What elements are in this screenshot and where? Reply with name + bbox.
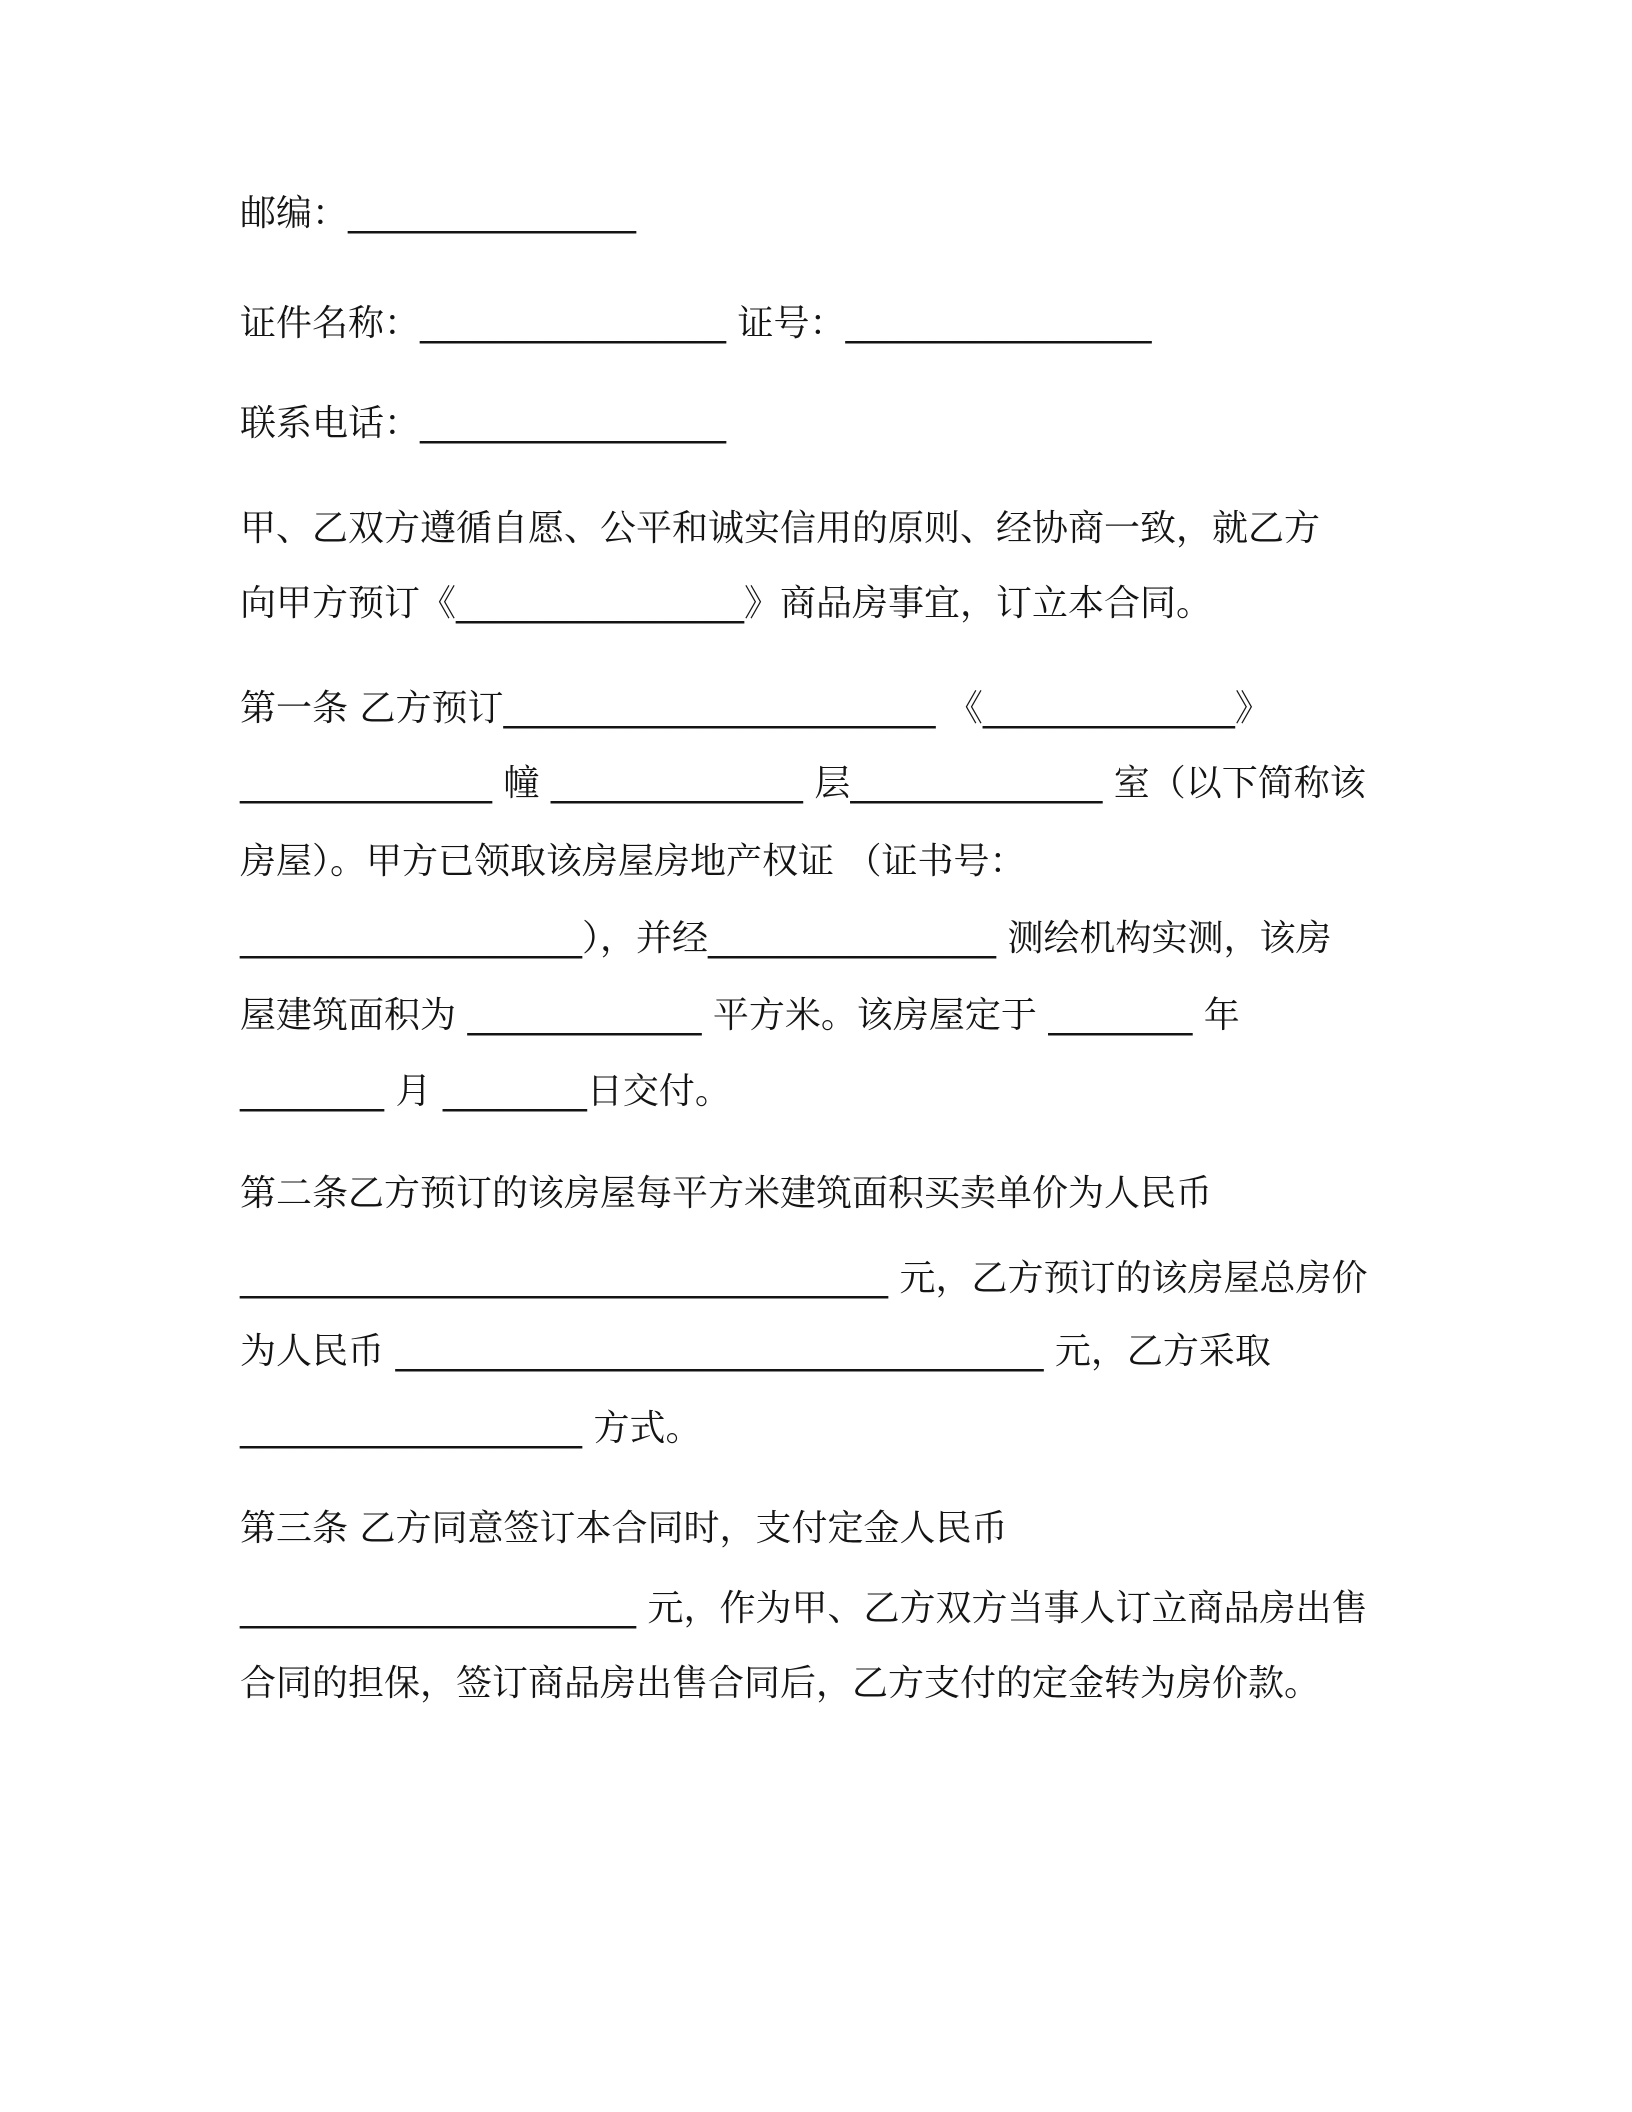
id-line: 证件名称：_________________ 证号：_________________ bbox=[240, 303, 1152, 344]
article-1-line-6: ________ 月 ________日交付。 bbox=[240, 1071, 731, 1112]
article-2-line-2: ____________________________________ 元，乙方预订的该房屋总房价 bbox=[240, 1258, 1368, 1299]
postcode-line: 邮编：________________ bbox=[240, 193, 637, 234]
preamble-line-2: 向甲方预订《________________》商品房事宜，订立本合同。 bbox=[240, 583, 1213, 624]
article-3-line-3: 合同的担保，签订商品房出售合同后，乙方支付的定金转为房价款。 bbox=[240, 1663, 1321, 1704]
article-1-line-4: ___________________），并经________________ 测绘机构实测，该房 bbox=[240, 918, 1332, 959]
article-2-line-3: 为人民币 ____________________________________ 元，乙方采取 bbox=[240, 1331, 1271, 1372]
phone-line: 联系电话：_________________ bbox=[240, 403, 727, 444]
article-1-line-3: 房屋）。甲方已领取该房屋房地产权证 （证书号： bbox=[240, 841, 1026, 882]
article-1-line-1: 第一条 乙方预订________________________ 《______________》 bbox=[240, 688, 1271, 729]
article-1-line-2: ______________ 幢 ______________ 层______________ 室（以下简称该 bbox=[240, 763, 1366, 804]
preamble-line-1: 甲、乙双方遵循自愿、公平和诚实信用的原则、经协商一致，就乙方 bbox=[240, 508, 1321, 549]
article-3-line-1: 第三条 乙方同意签订本合同时，支付定金人民币 bbox=[240, 1508, 1008, 1549]
article-1-line-5: 屋建筑面积为 _____________ 平方米。该房屋定于 ________ 年 bbox=[240, 995, 1240, 1036]
article-2-line-4: ___________________ 方式。 bbox=[240, 1408, 702, 1449]
article-3-line-2: ______________________ 元，作为甲、乙方双方当事人订立商品房出售 bbox=[240, 1588, 1368, 1629]
article-2-line-1: 第二条乙方预订的该房屋每平方米建筑面积买卖单价为人民币 bbox=[240, 1173, 1213, 1214]
